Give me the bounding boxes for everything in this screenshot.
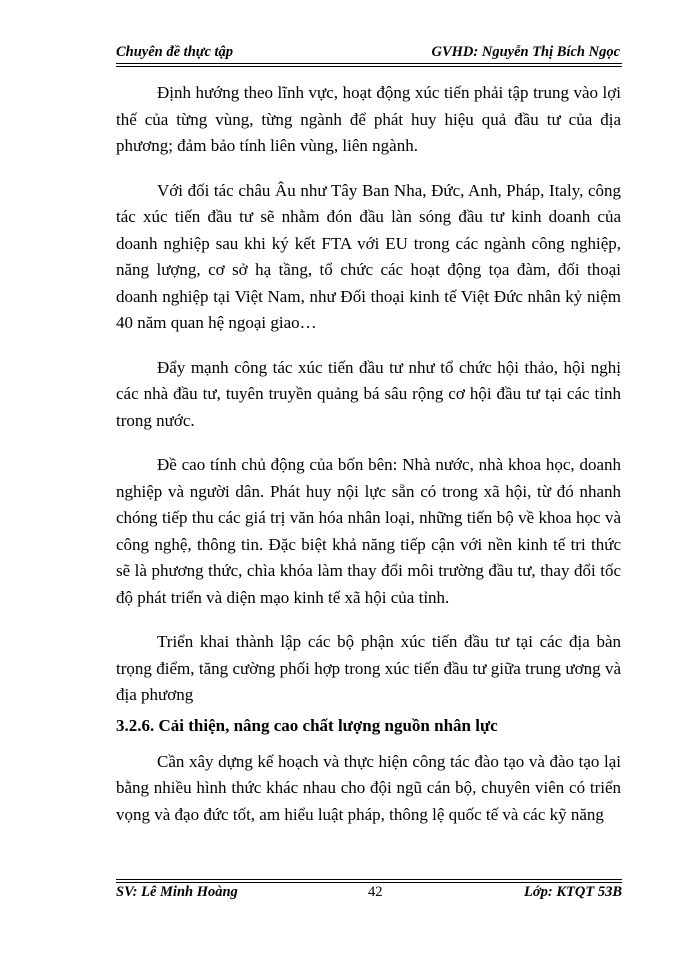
header-divider bbox=[116, 63, 622, 67]
section-heading: 3.2.6. Cải thiện, nâng cao chất lượng nguồn nhân lực bbox=[116, 715, 498, 735]
footer-divider bbox=[116, 879, 622, 883]
footer-class: Lớp: KTQT 53B bbox=[524, 884, 622, 900]
header-advisor: GVHD: Nguyễn Thị Bích Ngọc bbox=[431, 44, 620, 60]
body-paragraph: Cần xây dựng kế hoạch và thực hiện công tác đào tạo và đào tạo lại bằng nhiều hình thức khác nhau cho đội ngũ cán bộ, chuyên viên có triển vọng và đạo đức tốt, am hiểu luật pháp, thông lệ quốc tế và các kỹ năng bbox=[116, 751, 621, 824]
body-paragraph: Triển khai thành lập các bộ phận xúc tiến đầu tư tại các địa bàn trọng điểm, tăng cường phối hợp trong xúc tiến đầu tư giữa trung ương và địa phương bbox=[116, 632, 621, 704]
footer-student-name: SV: Lê Minh Hoàng bbox=[116, 884, 238, 900]
header-document-title: Chuyên đề thực tập bbox=[116, 44, 234, 60]
body-paragraph: Đề cao tính chủ động của bốn bên: Nhà nước, nhà khoa học, doanh nghiệp và người dân. Phát huy nội lực sẵn có trong xã hội, từ đó nhanh chóng tiếp thu các giá trị văn hóa nhân loại, những tiến bộ về khoa học và công nghệ, thông tin. Đặc biệt khả năng tiếp cận với nền kinh tế tri thức sẽ là phương thức, chìa khóa làm thay đổi môi trường đầu tư, thay đổi tốc độ phát triển và diện mạo kinh tế xã hội của tỉnh. bbox=[116, 455, 621, 607]
body-paragraph: Đẩy mạnh công tác xúc tiến đầu tư như tổ chức hội thảo, hội nghị các nhà đầu tư, tuyên truyền quảng bá sâu rộng cơ hội đầu tư tại các tỉnh trong nước. bbox=[116, 357, 621, 430]
page-number: 42 bbox=[368, 884, 383, 900]
page-footer bbox=[116, 884, 622, 906]
body-paragraph: Với đối tác châu Âu như Tây Ban Nha, Đức, Anh, Pháp, Italy, công tác xúc tiến đầu tư sẽ nhằm đón đầu làn sóng đầu tư kinh doanh của doanh nghiệp sau khi ký kết FTA với EU trong các ngành công nghiệp, năng lượng, cơ sở hạ tầng, tổ chức các hoạt động tọa đàm, đối thoại doanh nghiệp tại Việt Nam, như Đối thoại kinh tế Việt Đức nhân kỷ niệm 40 năm quan hệ ngoại giao… bbox=[116, 180, 621, 332]
page-header bbox=[116, 40, 620, 64]
page-body bbox=[116, 80, 621, 846]
body-paragraph: Định hướng theo lĩnh vực, hoạt động xúc tiến phải tập trung vào lợi thế của từng vùng, từng ngành để phát huy hiệu quả đầu tư của địa phương; đảm bảo tính liên vùng, liên ngành. bbox=[116, 83, 621, 155]
